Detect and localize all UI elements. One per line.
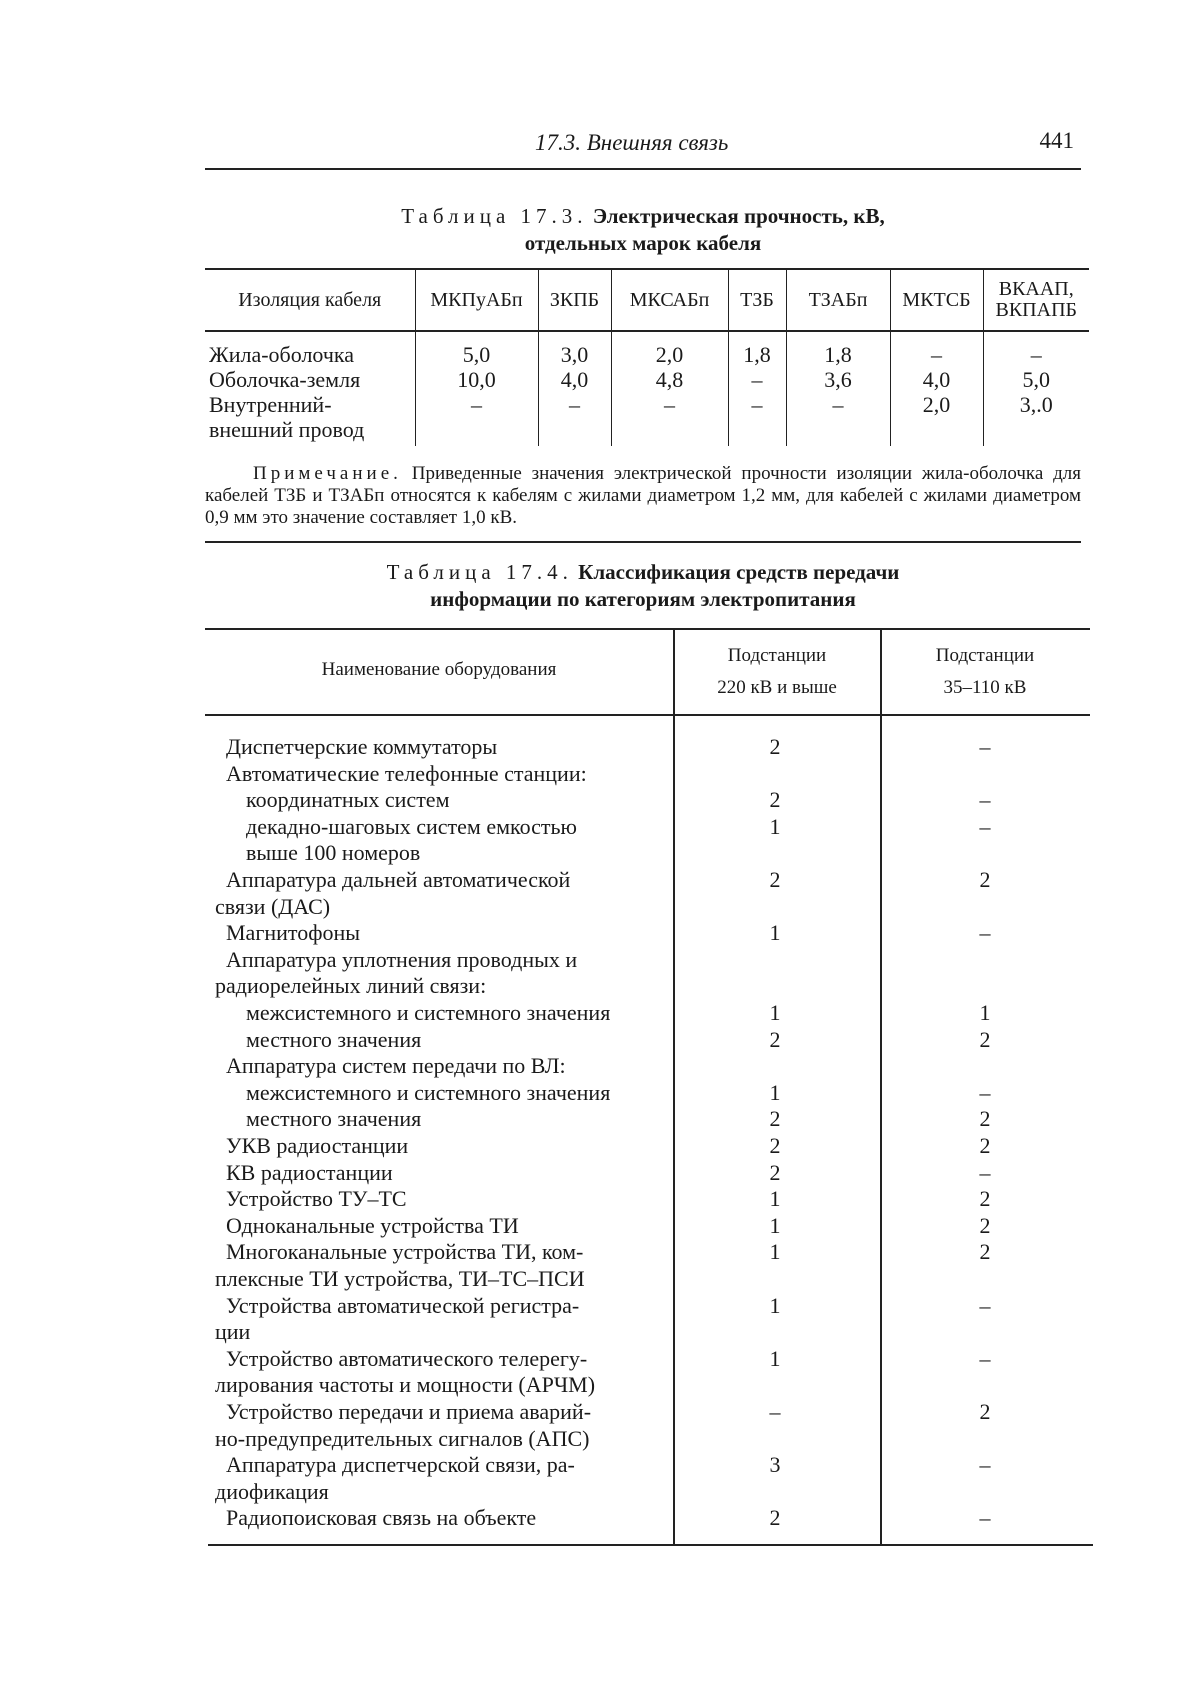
table1-cell: 1,8 3,6 – [786,331,890,446]
table2-row-value-220kv: 1 [769,1212,781,1238]
table2-col-b [881,640,1089,704]
table1-col-header: МКПуАБп [415,269,538,331]
table1-col-header: МКСАБп [611,269,728,331]
table1-col-header: ВКААП, ВКПАПБ [983,269,1089,331]
table2-row-name: Магнитофоны [226,920,361,946]
table1-cell: – 4,0 2,0 [890,331,983,446]
table2-row-name: Устройства автоматической регистра- [226,1292,580,1318]
note-label: Примечание. [253,463,402,484]
table1-cell: 5,0 10,0 – [415,331,538,446]
table1-header-row [205,269,1089,331]
table1-caption-title: Электрическая прочность, кВ, [592,204,885,228]
table2-caption-title: Классификация средств передачи [578,560,900,584]
table2-row-value-220kv: 2 [769,734,781,759]
table2-row-name: межсистемного и системного значения [246,1079,611,1105]
table1-cell: 2,0 4,8 – [611,331,728,446]
table2-row-name: ции [215,1319,251,1345]
table2-row-name: КВ радиостанции [226,1159,393,1185]
table2-row-name: межсистемного и системного значения [246,1000,611,1025]
table2-caption [205,559,1081,613]
table1-data-row [205,331,1089,446]
note-rule [205,541,1081,543]
table2-row-value-35-110kv: 2 [979,1026,991,1052]
table2-caption-label: Таблица 17.4. [386,560,573,584]
page-number: 441 [1039,128,1074,153]
table2-row-value-35-110kv: – [979,1345,991,1371]
table1-col-header: МКТСБ [890,269,983,331]
table2-row-value-220kv: 1 [769,1239,781,1265]
table2-row-value-35-110kv: – [979,1452,991,1478]
table2-header-rule [205,714,1090,716]
table2-row-value-35-110kv: 2 [979,1106,991,1132]
table2-row-name: Аппаратура систем передачи по ВЛ: [226,1053,566,1079]
table-cable-strength [205,268,1089,446]
table2-row-value-35-110kv: – [979,1079,991,1105]
table2-row-value-220kv: 2 [769,1505,781,1531]
table2-row-value-35-110kv: – [979,920,991,946]
table2-row-value-220kv: 1 [769,1345,781,1371]
table2-col-a-line2: 220 кВ и выше [717,677,837,698]
table1-col-insulation: Изоляция кабеля [205,269,415,331]
table2-row-name: Устройство ТУ–ТС [226,1186,407,1212]
table2-row-value-35-110kv: 2 [979,1186,991,1212]
table2-row-name: Одноканальные устройства ТИ [226,1212,519,1238]
table2-row-name: Аппаратура дальней автоматической [226,867,571,892]
table2-row-value-35-110kv: 2 [979,1133,991,1158]
header-rule [205,168,1081,170]
table2-row-name: лирования частоты и мощности (АРЧМ) [215,1372,596,1398]
table2-row-name: диофикация [215,1478,329,1504]
table1-cell: – 5,0 3,.0 [983,331,1089,446]
table2-row-value-220kv: 1 [769,1292,781,1318]
running-title: 17.3. Внешняя связь [535,130,729,155]
table2-row-value-35-110kv: 2 [979,867,991,892]
table2-row-name: Диспетчерские коммутаторы [226,734,498,759]
table2-row-name: Автоматические телефонные станции: [226,760,587,786]
table2-row-value-35-110kv: 2 [979,1212,991,1238]
table2-col-a [674,640,880,704]
table2-col-b-line1: Подстанции [935,645,1035,666]
table1-caption [205,203,1081,257]
table2-row-value-220kv: 1 [769,1186,781,1212]
table2-row-name: декадно-шаговых систем емкостью [246,813,577,839]
table2-row-value-220kv: 2 [769,1026,781,1052]
table2-row-value-220kv: 2 [769,1159,781,1185]
table2-row-value-35-110kv: 2 [979,1239,991,1265]
table2-row-value-220kv: – [769,1399,781,1424]
table2-row-value-35-110kv: – [979,787,991,813]
table2-row-value-35-110kv: – [979,734,991,759]
note-text: Приведенные значения электрической прочности изоляции жила-оболочка для кабелей ТЗБ и ТЗАБп относятся к кабелям с жилами диаметром 1,2 мм, для кабелей с жилами диаметром 0,9 мм это значение составляет 1,0 кВ. [205,463,1081,528]
table1-note [205,463,1081,529]
table2-row-value-35-110kv: – [979,1159,991,1185]
table2-col-a-line1: Подстанции [727,645,827,666]
table2-row-value-220kv: 1 [769,1079,781,1105]
table2-row-name: Аппаратура уплотнения проводных и [226,946,578,972]
table2-col-name: Наименование оборудования [321,659,557,680]
table1-col-header: ТЗАБп [786,269,890,331]
table2-row-value-220kv: 1 [769,1000,781,1025]
table2-row-value-220kv: 2 [769,1106,781,1132]
table2-row-name: местного значения [246,1026,422,1052]
table1-row-labels: Жила-оболочка Оболочка-земля Внутренний- внешний провод [209,342,365,442]
table2-row-name: Аппаратура диспетчерской связи, ра- [226,1452,575,1478]
table1-caption-title2: отдельных марок кабеля [524,231,762,255]
table2-row-value-35-110kv: 2 [979,1399,991,1424]
table2-row-value-220kv: 1 [769,920,781,946]
table2-row-name: Устройство передачи и приема аварий- [226,1399,592,1424]
table1-cell: 1,8 – – [728,331,786,446]
table2-bottom-rule [208,1544,1093,1546]
table2-row-name: местного значения [246,1106,422,1132]
table2-row-value-220kv: 2 [769,787,781,813]
table2-row-name: выше 100 номеров [246,840,421,866]
table2-row-name: связи (ДАС) [215,893,331,919]
table2-row-value-220kv: 2 [769,1133,781,1158]
table2-row-value-35-110kv: – [979,813,991,839]
table2-col-b-line2: 35–110 кВ [943,677,1027,698]
table1-cell: 3,0 4,0 – [538,331,611,446]
table2-row-name: Устройство автоматического телерегу- [226,1345,588,1371]
table1-col-header: ЗКПБ [538,269,611,331]
table2-row-name: Многоканальные устройства ТИ, ком- [226,1239,584,1265]
table2-row-name: плексные ТИ устройства, ТИ–ТС–ПСИ [215,1266,585,1291]
table2-top-rule [205,628,1090,630]
running-header [205,128,1080,168]
table2-row-name: радиорелейных линий связи: [215,973,487,999]
table2-row-value-35-110kv: – [979,1292,991,1318]
table1-caption-label: Таблица 17.3. [401,204,588,228]
table2-row-name: УКВ радиостанции [226,1133,409,1158]
table2-row-name: но-предупредительных сигналов (АПС) [215,1425,590,1451]
table2-row-value-220kv: 2 [769,867,781,892]
table2-row-value-220kv: 1 [769,813,781,839]
table2-row-value-220kv: 3 [769,1452,781,1478]
table2-row-name: координатных систем [246,787,450,813]
table2-row-name: Радиопоисковая связь на объекте [226,1505,537,1531]
table2-row-value-35-110kv: 1 [979,1000,991,1025]
table1-col-header: ТЗБ [728,269,786,331]
table2-row-value-35-110kv: – [979,1505,991,1531]
table2-caption-title2: информации по категориям электропитания [430,587,856,611]
